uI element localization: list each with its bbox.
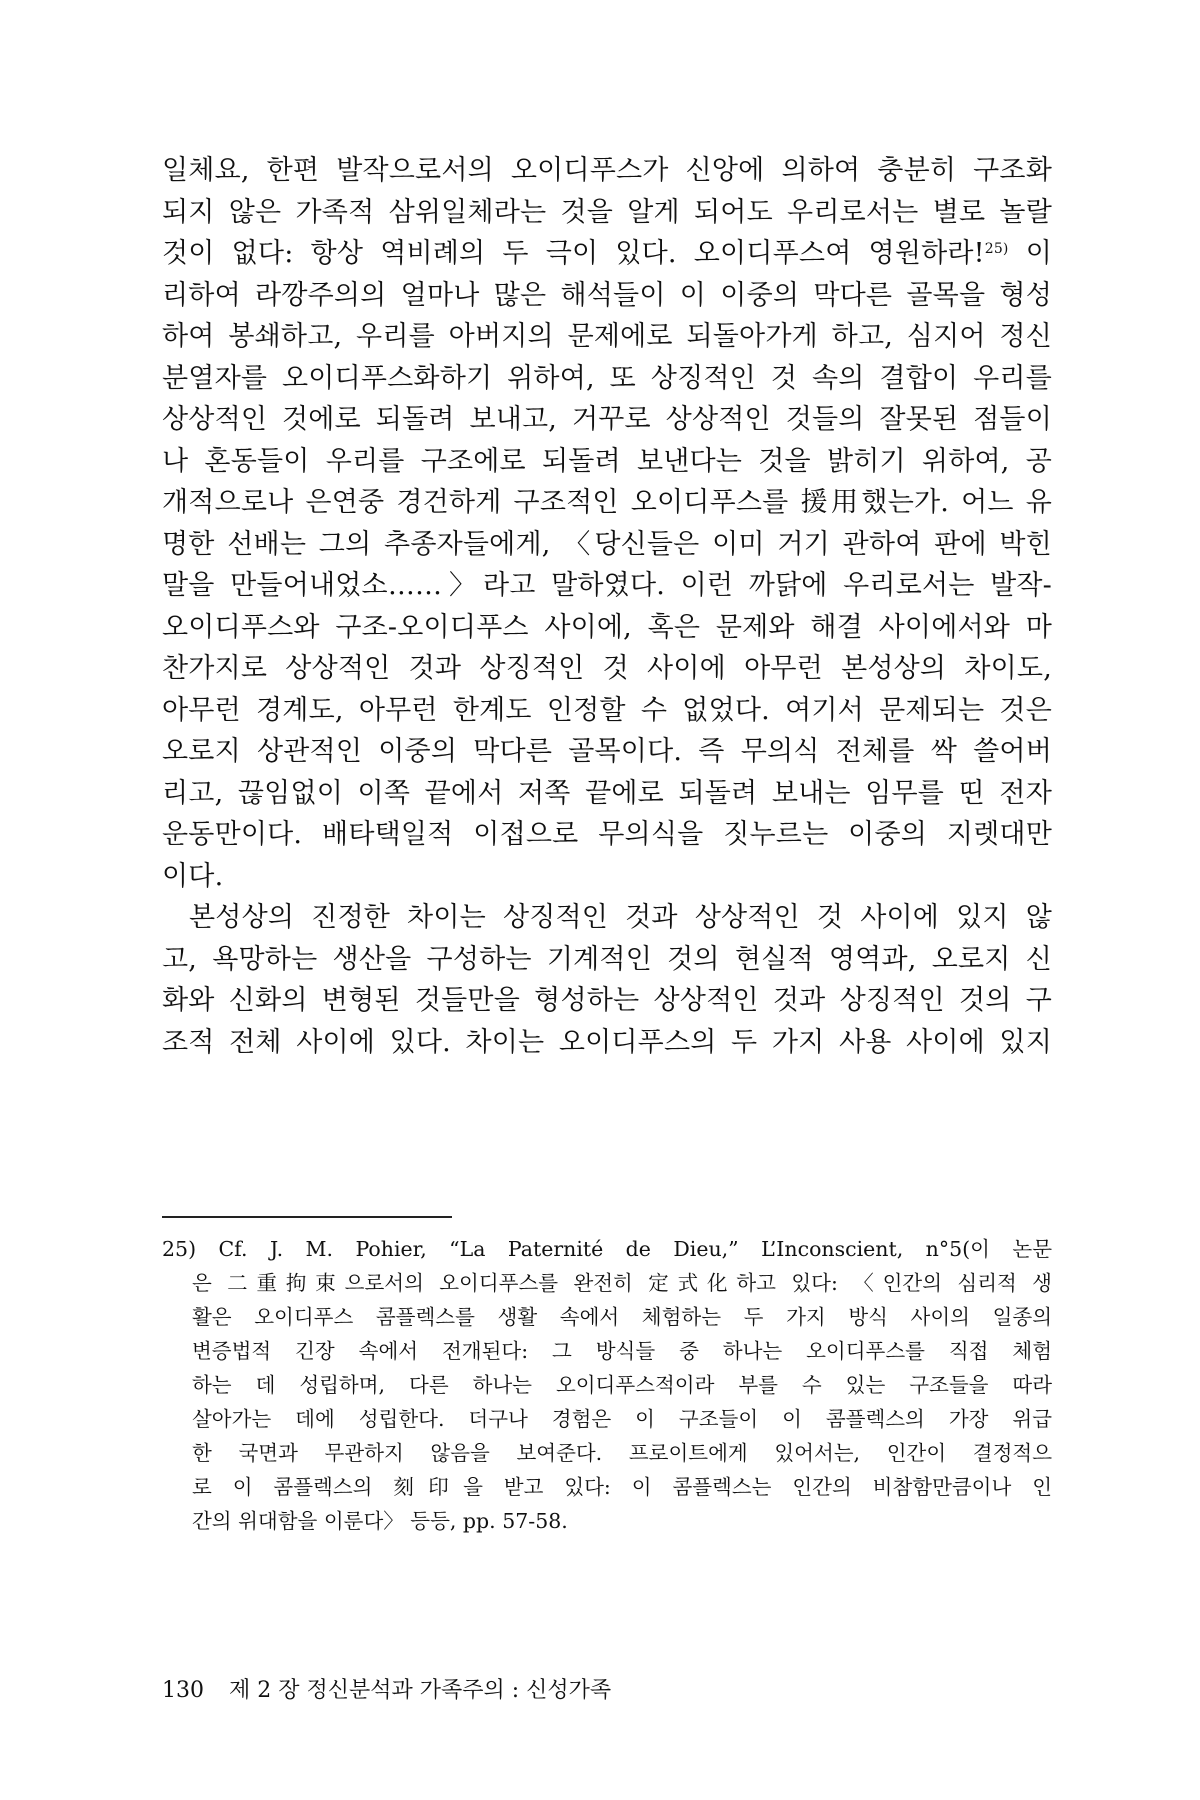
footnote-line-1: 25) Cf. J. M. Pohier, “La Paternité de Dieu,” L’Inconscient, n°5(이 논문 <box>162 1237 1052 1261</box>
text-line-4: 리하여 라깡주의의 얼마나 많은 해석들이 이 이중의 막다른 골목을 형성 <box>162 279 1052 311</box>
footnote-line-4: 변증법적 긴장 속에서 전개된다: 그 방식들 중 하나는 오이디푸스를 직접 체험 <box>192 1339 1052 1363</box>
text-line-10: 명한 선배는 그의 추종자들에게, 〈당신들은 이미 거기 관하여 판에 박힌 <box>162 528 1052 560</box>
page-number: 130 <box>162 1678 204 1703</box>
text-line-9: 개적으로나 은연중 경건하게 구조적인 오이디푸스를 援用했는가. 어느 유 <box>162 487 1052 518</box>
text-line-3 <box>162 233 1052 275</box>
footnote-line-6: 살아가는 데에 성립한다. 더구나 경험은 이 구조들이 이 콤플렉스의 가장 위급 <box>192 1407 1052 1431</box>
footnote-block <box>162 1232 1052 1538</box>
text-line-13: 찬가지로 상상적인 것과 상징적인 것 사이에 아무런 본성상의 차이도, <box>162 653 1052 684</box>
footnote-divider <box>162 1216 452 1218</box>
footnote-line-2: 은 二重拘束으로서의 오이디푸스를 완전히 定式化하고 있다: 〈인간의 심리적 생 <box>192 1271 1052 1295</box>
text-line-12: 오이디푸스와 구조-오이디푸스 사이에, 혹은 문제와 해결 사이에서와 마 <box>162 611 1052 643</box>
footnote-line-3: 활은 오이디푸스 콤플렉스를 생활 속에서 체험하는 두 가지 방식 사이의 일종의 <box>192 1305 1052 1329</box>
text-line-16: 리고, 끊임없이 이쪽 끝에서 저쪽 끝에로 되돌려 보내는 임무를 띤 전자 <box>162 777 1052 809</box>
main-text-block <box>162 150 1052 1063</box>
text-line-7: 상상적인 것에로 되돌려 보내고, 거꾸로 상상적인 것들의 잘못된 점들이 <box>162 404 1052 435</box>
text-line-17: 운동만이다. 배타택일적 이접으로 무의식을 짓누르는 이중의 지렛대만 <box>162 819 1052 850</box>
running-footer <box>162 1676 611 1706</box>
footnote-reference[interactable]: 25) <box>984 241 1009 257</box>
text-line-20: 고, 욕망하는 생산을 구성하는 기계적인 것의 현실적 영역과, 오로지 신 <box>162 943 1052 975</box>
chapter-title: 제 2 장 정신분석과 가족주의 : 신성가족 <box>229 1678 612 1703</box>
text-line-3-main: 것이 없다: 항상 역비례의 두 극이 있다. 오이디푸스여 영원하라! <box>162 238 985 269</box>
text-line-5: 하여 봉쇄하고, 우리를 아버지의 문제에로 되돌아가게 하고, 심지어 정신 <box>162 321 1052 352</box>
text-line-21: 화와 신화의 변형된 것들만을 형성하는 상상적인 것과 상징적인 것의 구 <box>162 985 1052 1016</box>
footnote-line-7: 한 국면과 무관하지 않음을 보여준다. 프로이트에게 있어서는, 인간이 결정적으 <box>192 1441 1052 1465</box>
text-line-15: 오로지 상관적인 이중의 막다른 골목이다. 즉 무의식 전체를 싹 쓸어버 <box>162 736 1052 767</box>
footnote-line-9: 간의 위대함을 이룬다〉 등등, pp. 57-58. <box>192 1509 568 1533</box>
text-line-19: 본성상의 진정한 차이는 상징적인 것과 상상적인 것 사이에 있지 않 <box>189 902 1052 933</box>
footnote-line-5: 하는 데 성립하며, 다른 하나는 오이디푸스적이라 부를 수 있는 구조들을 따라 <box>192 1373 1052 1397</box>
text-line-14: 아무런 경계도, 아무런 한계도 인정할 수 없었다. 여기서 문제되는 것은 <box>162 694 1052 726</box>
text-line-6: 분열자를 오이디푸스화하기 위하여, 또 상징적인 것 속의 결합이 우리를 <box>162 362 1052 394</box>
text-line-18: 이다. <box>162 860 224 892</box>
text-line-1: 일체요, 한편 발작으로서의 오이디푸스가 신앙에 의하여 충분히 구조화 <box>162 155 1052 186</box>
text-line-22: 조적 전체 사이에 있다. 차이는 오이디푸스의 두 가지 사용 사이에 있지 <box>162 1026 1052 1058</box>
text-line-11: 말을 만들어내었소……〉라고 말하였다. 이런 까닭에 우리로서는 발작- <box>162 570 1052 601</box>
footnote-line-8: 로 이 콤플렉스의 刻印을 받고 있다: 이 콤플렉스는 인간의 비참함만큼이나 인 <box>192 1475 1052 1499</box>
text-line-2: 되지 않은 가족적 삼위일체라는 것을 알게 되어도 우리로서는 별로 놀랄 <box>162 196 1052 228</box>
text-line-8: 나 혼동들이 우리를 구조에로 되돌려 보낸다는 것을 밝히기 위하여, 공 <box>162 445 1052 477</box>
text-line-3-tail: 이 <box>1025 238 1052 269</box>
